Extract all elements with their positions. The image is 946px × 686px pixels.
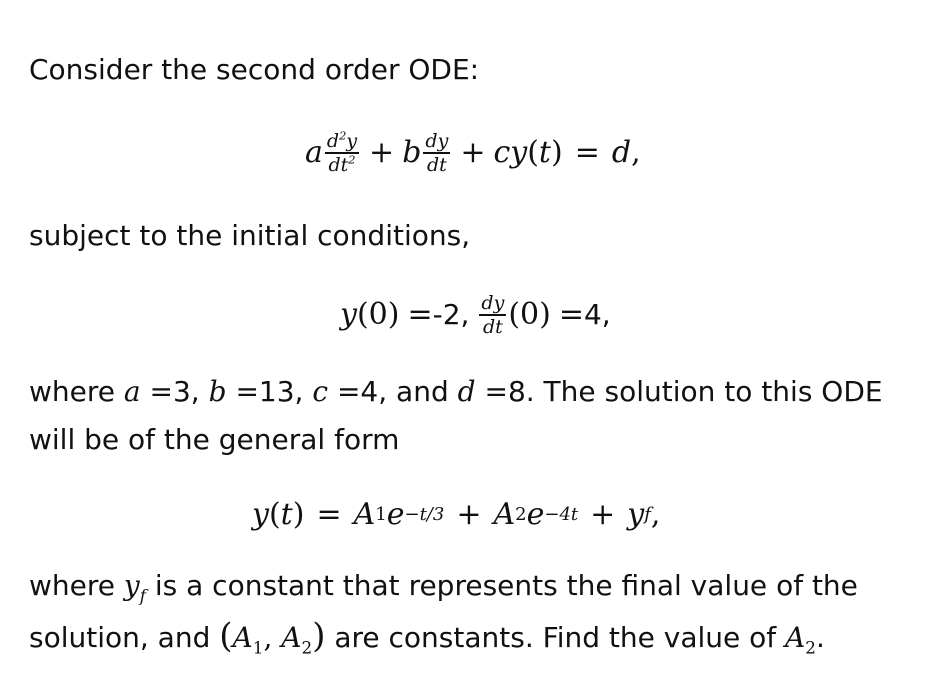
general-form-text: will be of the general form — [29, 423, 400, 456]
yf-description: is a constant that represents the final value of the — [145, 569, 858, 602]
second-derivative-fraction: $\frac{d^2y}{dt^2}$ — [326, 128, 358, 176]
constants-text: are constants. Find the value of — [325, 621, 786, 654]
final-paragraph-line1: where $y_f$ is a constant that represents the final value of the — [29, 569, 858, 606]
solution-and-text: solution, and — [29, 621, 220, 654]
first-derivative-fraction: $\frac{dy}{dt}$ — [425, 130, 449, 176]
initial-conditions: y (0) = -2, $\frac{dy}{dt}$ (0) = 4, — [340, 292, 611, 338]
final-period: . — [815, 621, 825, 654]
a-value: 3, — [172, 375, 209, 408]
ode-equation: a $\frac{d^2y}{dt^2}$ + b $\frac{dy}{dt}$ + cy ( t ) = d , — [305, 128, 641, 176]
intro-text: Consider the second order ODE: — [29, 53, 480, 86]
dy0-value: 4, — [583, 298, 611, 331]
where-word: where — [29, 375, 124, 408]
conditions-intro-text: subject to the initial conditions, — [29, 219, 471, 252]
where-word-2: where — [29, 569, 124, 602]
b-value: 13, — [258, 375, 313, 408]
y0-value: -2, — [432, 298, 470, 331]
final-paragraph-line2: solution, and ($A_1$, $A_2$) are constants. Find the value of $A_2$. — [29, 616, 825, 658]
d-value: 8. The solution to this ODE — [507, 375, 883, 408]
params-sentence: where a =3, b =13, c =4, and d =8. The solution to this ODE — [29, 375, 883, 408]
c-value: 4, and — [360, 375, 458, 408]
general-solution-equation: y ( t ) = A 1 e −t/3 + A 2 e −4t + y f , — [252, 497, 661, 532]
dy-dt-fraction: $\frac{dy}{dt}$ — [481, 292, 505, 338]
